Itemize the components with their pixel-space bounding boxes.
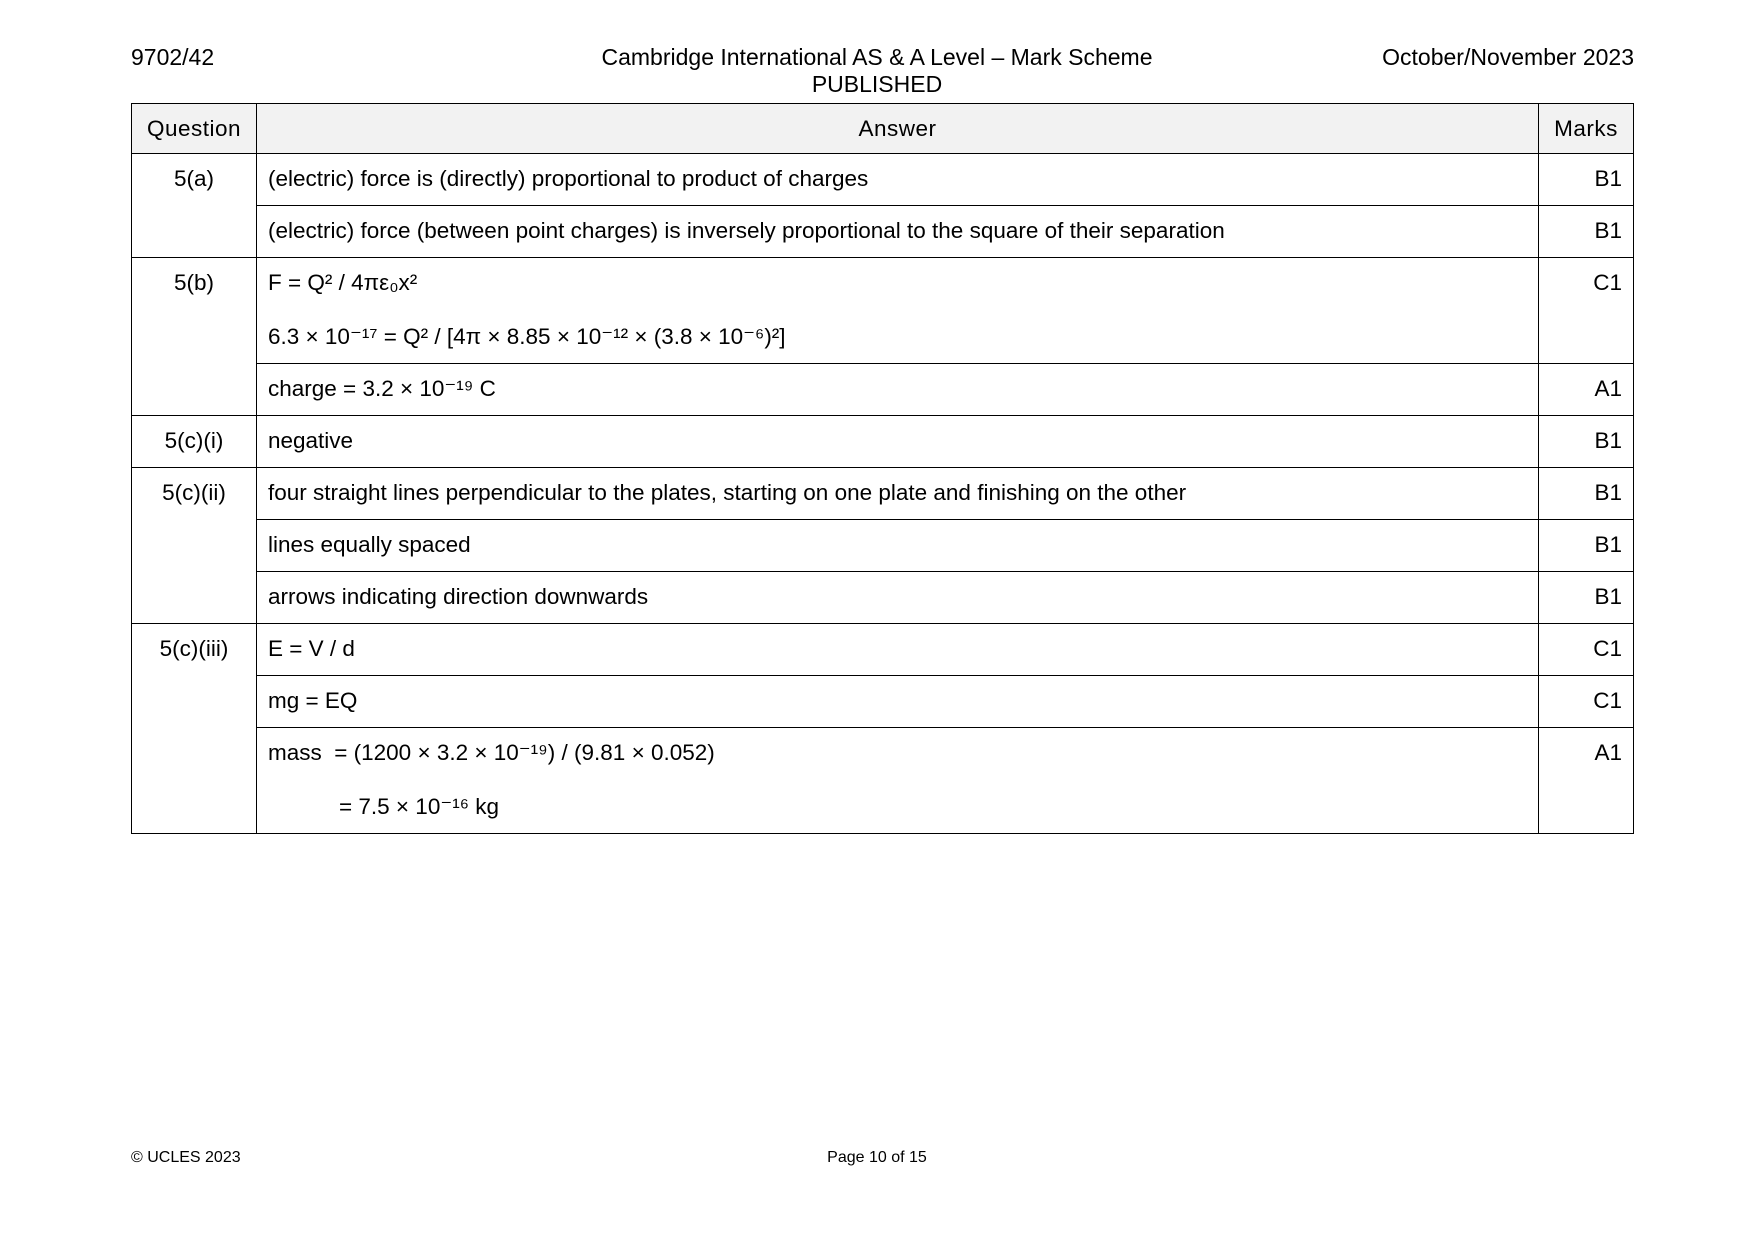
title-line-1: Cambridge International AS & A Level – Mark Scheme	[601, 44, 1153, 70]
table-row	[132, 468, 1634, 520]
question-number: 5(c)(ii)	[132, 468, 257, 624]
answer-cell: (electric) force (between point charges) is inversely proportional to the square of their separation	[257, 206, 1539, 258]
table-row	[132, 154, 1634, 206]
mark-cell: B1	[1539, 572, 1634, 624]
table-row	[132, 728, 1634, 834]
document-code: 9702/42	[131, 44, 215, 70]
table-row	[132, 364, 1634, 416]
table-row	[132, 416, 1634, 468]
answer-cell: arrows indicating direction downwards	[257, 572, 1539, 624]
answer-cell	[257, 258, 1539, 364]
mark-cell: A1	[1539, 728, 1634, 834]
answer-cell: (electric) force is (directly) proportional to product of charges	[257, 154, 1539, 206]
answer-cell: negative	[257, 416, 1539, 468]
table-row	[132, 624, 1634, 676]
answer-cell: E = V / d	[257, 624, 1539, 676]
answer-cell	[257, 728, 1539, 834]
mark-cell: B1	[1539, 206, 1634, 258]
answer-cell: charge = 3.2 × 10⁻¹⁹ C	[257, 364, 1539, 416]
mark-cell: B1	[1539, 468, 1634, 520]
answer-line: = 7.5 × 10⁻¹⁶ kg	[339, 794, 499, 819]
title-line-2: PUBLISHED	[811, 71, 943, 97]
mark-cell: A1	[1539, 364, 1634, 416]
answer-line: F = Q² / 4πε₀x²	[268, 270, 418, 295]
answer-cell: lines equally spaced	[257, 520, 1539, 572]
mark-cell: B1	[1539, 520, 1634, 572]
answer-cell: mg = EQ	[257, 676, 1539, 728]
mark-cell: B1	[1539, 154, 1634, 206]
table-row	[132, 676, 1634, 728]
mark-cell: C1	[1539, 624, 1634, 676]
question-number: 5(c)(i)	[132, 416, 257, 468]
table-row	[132, 520, 1634, 572]
header-answer: Answer	[257, 104, 1539, 154]
table-row	[132, 572, 1634, 624]
answer-line: mass = (1200 × 3.2 × 10⁻¹⁹) / (9.81 × 0.052)	[268, 740, 715, 765]
mark-scheme-table	[131, 103, 1634, 834]
question-number: 5(c)(iii)	[132, 624, 257, 834]
header-question: Question	[132, 104, 257, 154]
table-header-row	[132, 104, 1634, 154]
answer-cell: four straight lines perpendicular to the plates, starting on one plate and finishing on the other	[257, 468, 1539, 520]
header-marks: Marks	[1539, 104, 1634, 154]
exam-session: October/November 2023	[1382, 44, 1634, 70]
question-number: 5(b)	[132, 258, 257, 416]
table-row	[132, 206, 1634, 258]
page-number: Page 10 of 15	[827, 1149, 927, 1166]
mark-cell: C1	[1539, 676, 1634, 728]
mark-cell: B1	[1539, 416, 1634, 468]
table-row	[132, 258, 1634, 364]
answer-line: 6.3 × 10⁻¹⁷ = Q² / [4π × 8.85 × 10⁻¹² × (3.8 × 10⁻⁶)²]	[268, 324, 786, 349]
question-number: 5(a)	[132, 154, 257, 258]
copyright-notice: © UCLES 2023	[131, 1149, 241, 1166]
mark-cell: C1	[1539, 258, 1634, 364]
